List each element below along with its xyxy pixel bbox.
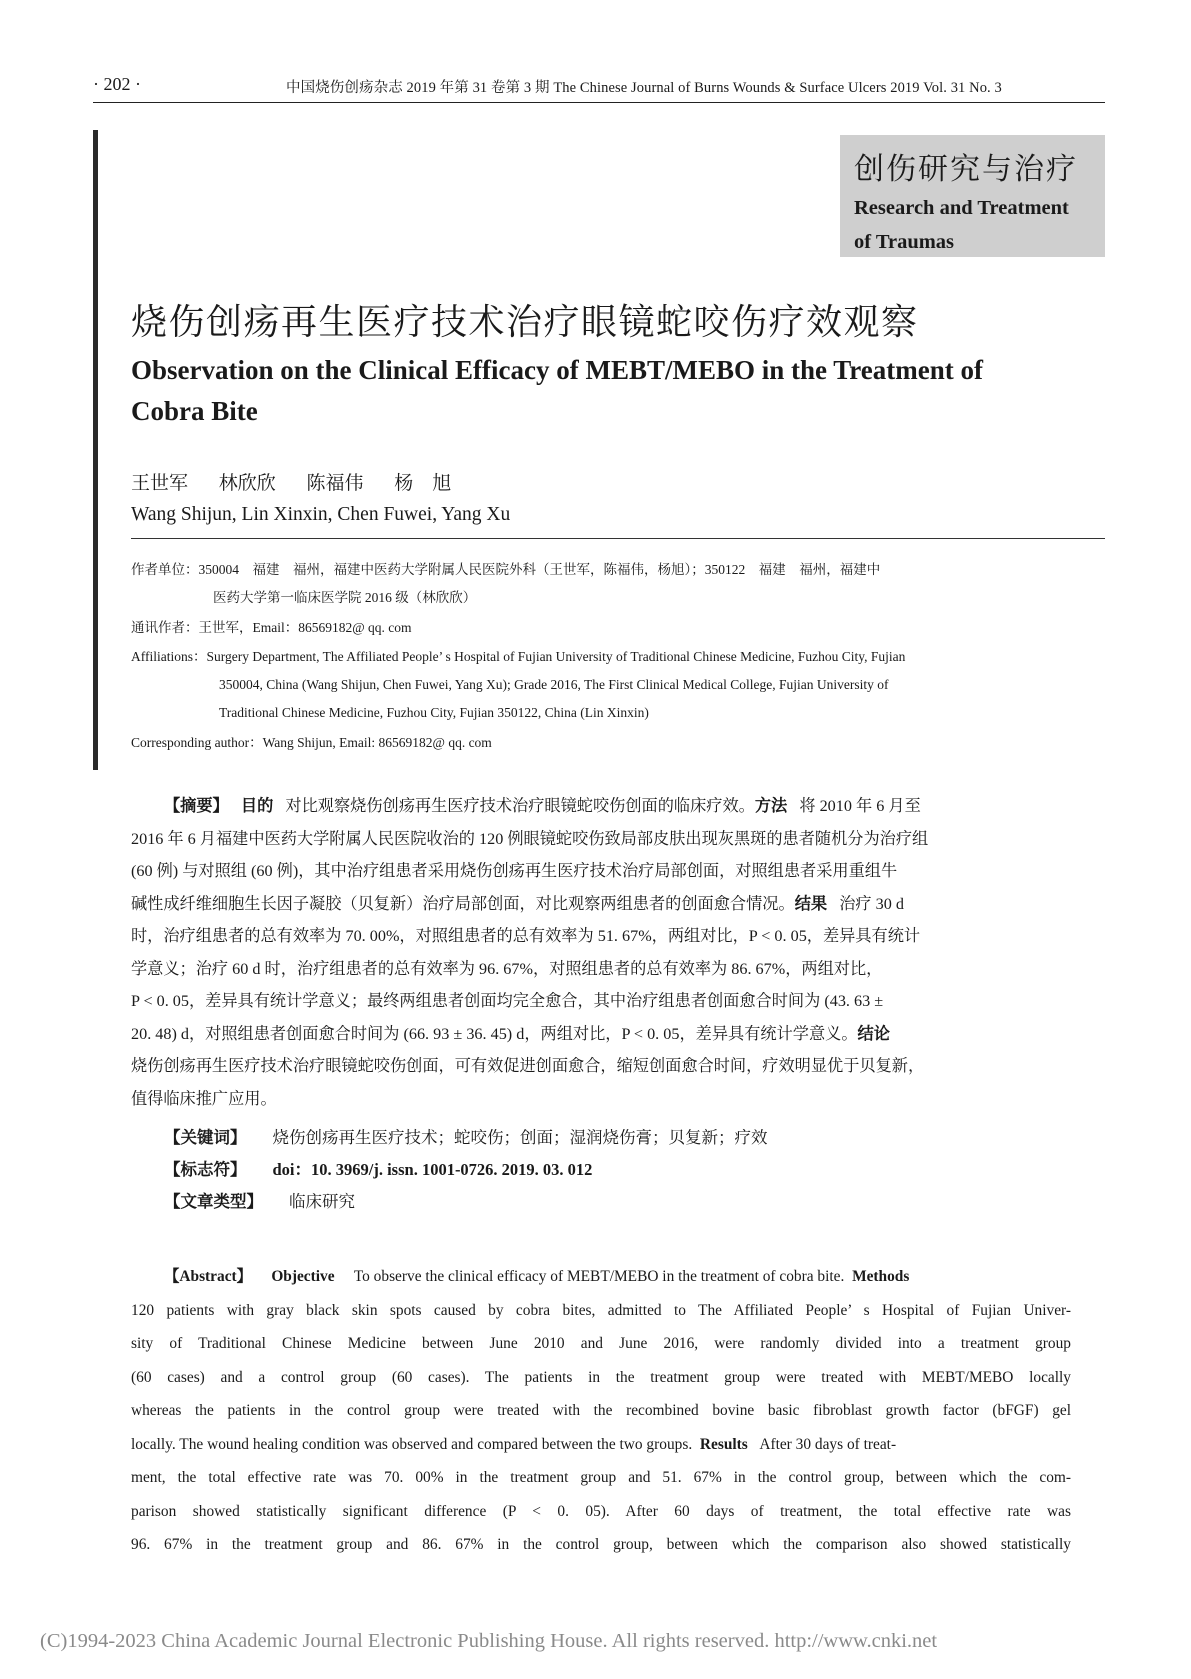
keywords-label: 【关键词】 bbox=[164, 1128, 247, 1147]
abstract-en-line: 120 patients with gray black skin spots caused by cobra bites, admitted to The Affiliated People’ s Hospital of Fujian Univer- bbox=[131, 1301, 1071, 1319]
abstract-en-line: sity of Traditional Chinese Medicine between June 2010 and June 2016, were randomly divided into a treatment group bbox=[131, 1335, 1071, 1352]
page-number: · 202 · bbox=[93, 74, 141, 94]
results-label-cn: 结果 bbox=[794, 894, 828, 913]
copyright-footer: (C)1994-2023 China Academic Journal Electronic Publishing House. All rights reserved. http://www.cnki.net bbox=[40, 1630, 938, 1652]
abstract-cn-line: 学意义；治疗 60 d 时，治疗组患者的总有效率为 96. 67%，对照组患者的总有效率为 86. 67%，两组对比， bbox=[131, 959, 883, 978]
identifier-label: 【标志符】 bbox=[164, 1160, 247, 1179]
abstract-cn bbox=[131, 790, 1071, 1115]
running-header-journal: 中国烧伤创疡杂志 2019 年第 31 卷第 3 期 The Chinese Journal of Burns Wounds & Surface Ulcers 2019 Vol. 31 No. 3 bbox=[286, 80, 1002, 96]
authors-rule bbox=[131, 538, 1105, 539]
abstract-cn-line bbox=[131, 888, 1071, 921]
affiliations-line3: Traditional Chinese Medicine, Fuzhou City, Fujian 350122, China (Lin Xinxin) bbox=[219, 705, 649, 720]
abstract-cn-line: (60 例) 与对照组 (60 例)，其中治疗组患者采用烧伤创疡再生医疗技术治疗局部创面，对照组患者采用重组牛 bbox=[131, 862, 898, 880]
article-type-value: 临床研究 bbox=[289, 1192, 355, 1211]
article-title-cn: 烧伤创疡再生医疗技术治疗眼镜蛇咬伤疗效观察 bbox=[131, 302, 919, 342]
column-label-cn: 创伤研究与治疗 bbox=[854, 153, 1078, 186]
author-cn: 陈福伟 bbox=[306, 473, 364, 494]
author-unit-line2: 医药大学第一临床医学院 2016 级（林欣欣） bbox=[213, 590, 477, 605]
column-label-en bbox=[854, 191, 1102, 259]
abstract-cn-line: 时，治疗组患者的总有效率为 70. 00%，对照组患者的总有效率为 51. 67%，两组对比，P < 0. 05，差异具有统计 bbox=[131, 927, 921, 945]
abstract-cn-text: 将 2010 年 6 月至 bbox=[799, 797, 921, 815]
abstract-cn-text: 对比观察烧伤创疡再生医疗技术治疗眼镜蛇咬伤创面的临床疗效。 bbox=[285, 797, 755, 815]
abstract-cn-label: 【摘要】 bbox=[164, 797, 229, 815]
corresponding-value: Wang Shijun, Email: 86569182@ qq. com bbox=[262, 735, 492, 750]
abstract-en bbox=[131, 1260, 1071, 1562]
abstract-cn-text: 碱性成纤维细胞生长因子凝胶（贝复新）治疗局部创面，对比观察两组患者的创面愈合情况。 bbox=[131, 894, 795, 913]
article-title-en-line1: Observation on the Clinical Efficacy of MEBT/MEBO in the Treatment of bbox=[131, 355, 983, 385]
author-cn: 林欣欣 bbox=[218, 473, 276, 494]
abstract-cn-line: 2016 年 6 月福建中医药大学附属人民医院收治的 120 例眼镜蛇咬伤致局部皮肤出现灰黑斑的患者随机分为治疗组 bbox=[131, 829, 929, 848]
left-margin-bar bbox=[93, 130, 98, 770]
keywords-value: 烧伤创疡再生医疗技术；蛇咬伤；创面；湿润烧伤膏；贝复新；疗效 bbox=[272, 1128, 768, 1147]
affiliations-line1: Surgery Department, The Affiliated People’ s Hospital of Fujian University of Traditional Chinese Medicine, Fuzhou City, Fujian bbox=[206, 649, 906, 664]
abstract-en-line: parison showed statistically significant difference (P < 0. 05). After 60 days of treatment, the total effective rate was bbox=[131, 1502, 1071, 1520]
contact-value: 王世军，Email：86569182@ qq. com bbox=[198, 620, 412, 635]
abstract-cn-line bbox=[131, 1018, 1071, 1051]
column-label-en-line2: of Traumas bbox=[854, 231, 955, 253]
results-label-en: Results bbox=[699, 1435, 748, 1453]
abstract-en-line bbox=[131, 1428, 1071, 1462]
doi-value: doi：10. 3969/j. issn. 1001-0726. 2019. 03. 012 bbox=[272, 1160, 593, 1179]
corresponding-author bbox=[131, 729, 492, 757]
abstract-en-label: 【Abstract】 bbox=[164, 1268, 253, 1285]
abstract-en-text: To observe the clinical efficacy of MEBT/MEBO in the treatment of cobra bite. bbox=[353, 1268, 845, 1285]
article-type-label: 【文章类型】 bbox=[164, 1192, 263, 1211]
author-unit bbox=[131, 556, 880, 584]
column-label-en-line1: Research and Treatment bbox=[854, 197, 1069, 219]
authors-en: Wang Shijun, Lin Xinxin, Chen Fuwei, Yang Xu bbox=[131, 504, 511, 525]
author-cn: 王世军 bbox=[131, 473, 189, 494]
article-title-en bbox=[131, 350, 1091, 432]
article-type bbox=[164, 1188, 355, 1212]
corresponding-label: Corresponding author： bbox=[131, 735, 263, 750]
objective-label-en: Objective bbox=[271, 1268, 335, 1285]
author-cn: 杨 旭 bbox=[394, 473, 452, 494]
abstract-en-line: 96. 67% in the treatment group and 86. 67% in the control group, between which the comparison also showed statistically bbox=[131, 1536, 1071, 1553]
abstract-en-line bbox=[131, 1260, 1071, 1294]
affiliations bbox=[131, 643, 905, 671]
article-title-en-line2: Cobra Bite bbox=[131, 396, 258, 426]
authors-cn bbox=[131, 468, 477, 495]
abstract-cn-text: 20. 48) d，对照组患者创面愈合时间为 (66. 93 ± 36. 45) d，两组对比，P < 0. 05，差异具有统计学意义。 bbox=[131, 1024, 858, 1043]
objective-label-cn: 目的 bbox=[240, 797, 274, 815]
abstract-cn-line: P < 0. 05，差异具有统计学意义；最终两组患者创面均完全愈合，其中治疗组患者创面愈合时间为 (43. 63 ± bbox=[131, 992, 884, 1010]
abstract-cn-line bbox=[131, 790, 1071, 823]
header-rule bbox=[93, 102, 1105, 103]
contact-label: 通讯作者： bbox=[131, 620, 199, 635]
abstract-cn-text: 治疗 30 d bbox=[839, 894, 904, 913]
abstract-en-line: (60 cases) and a control group (60 cases). The patients in the treatment group were treated with MEBT/MEBO locally bbox=[131, 1368, 1071, 1386]
abstract-cn-line: 烧伤创疡再生医疗技术治疗眼镜蛇咬伤创面，可有效促进创面愈合，缩短创面愈合时间，疗效明显优于贝复新， bbox=[131, 1057, 925, 1075]
contact-author bbox=[131, 614, 412, 642]
abstract-cn-line: 值得临床推广应用。 bbox=[131, 1089, 277, 1108]
abstract-en-line: whereas the patients in the control group were treated with the recombined bovine basic fibroblast growth factor (bFGF) gel bbox=[131, 1402, 1071, 1419]
author-unit-label: 作者单位： bbox=[131, 562, 199, 577]
keywords bbox=[164, 1124, 768, 1148]
author-unit-line1: 350004 福建 福州，福建中医药大学附属人民医院外科（王世军，陈福伟，杨旭）；350122 福建 福州，福建中 bbox=[198, 562, 881, 577]
abstract-en-line: ment, the total effective rate was 70. 00% in the treatment group and 51. 67% in the control group, between which the com- bbox=[131, 1469, 1071, 1486]
affiliations-label: Affiliations： bbox=[131, 649, 207, 664]
identifier bbox=[164, 1156, 592, 1180]
methods-label-en: Methods bbox=[852, 1268, 910, 1285]
conclusion-label-cn: 结论 bbox=[857, 1024, 890, 1043]
abstract-en-text: locally. The wound healing condition was observed and compared between the two groups. bbox=[131, 1435, 693, 1453]
abstract-en-text: After 30 days of treat- bbox=[759, 1435, 897, 1453]
affiliations-line2: 350004, China (Wang Shijun, Chen Fuwei, Yang Xu); Grade 2016, The First Clinical Medical College, Fujian University of bbox=[219, 677, 889, 692]
methods-label-cn: 方法 bbox=[754, 797, 788, 815]
